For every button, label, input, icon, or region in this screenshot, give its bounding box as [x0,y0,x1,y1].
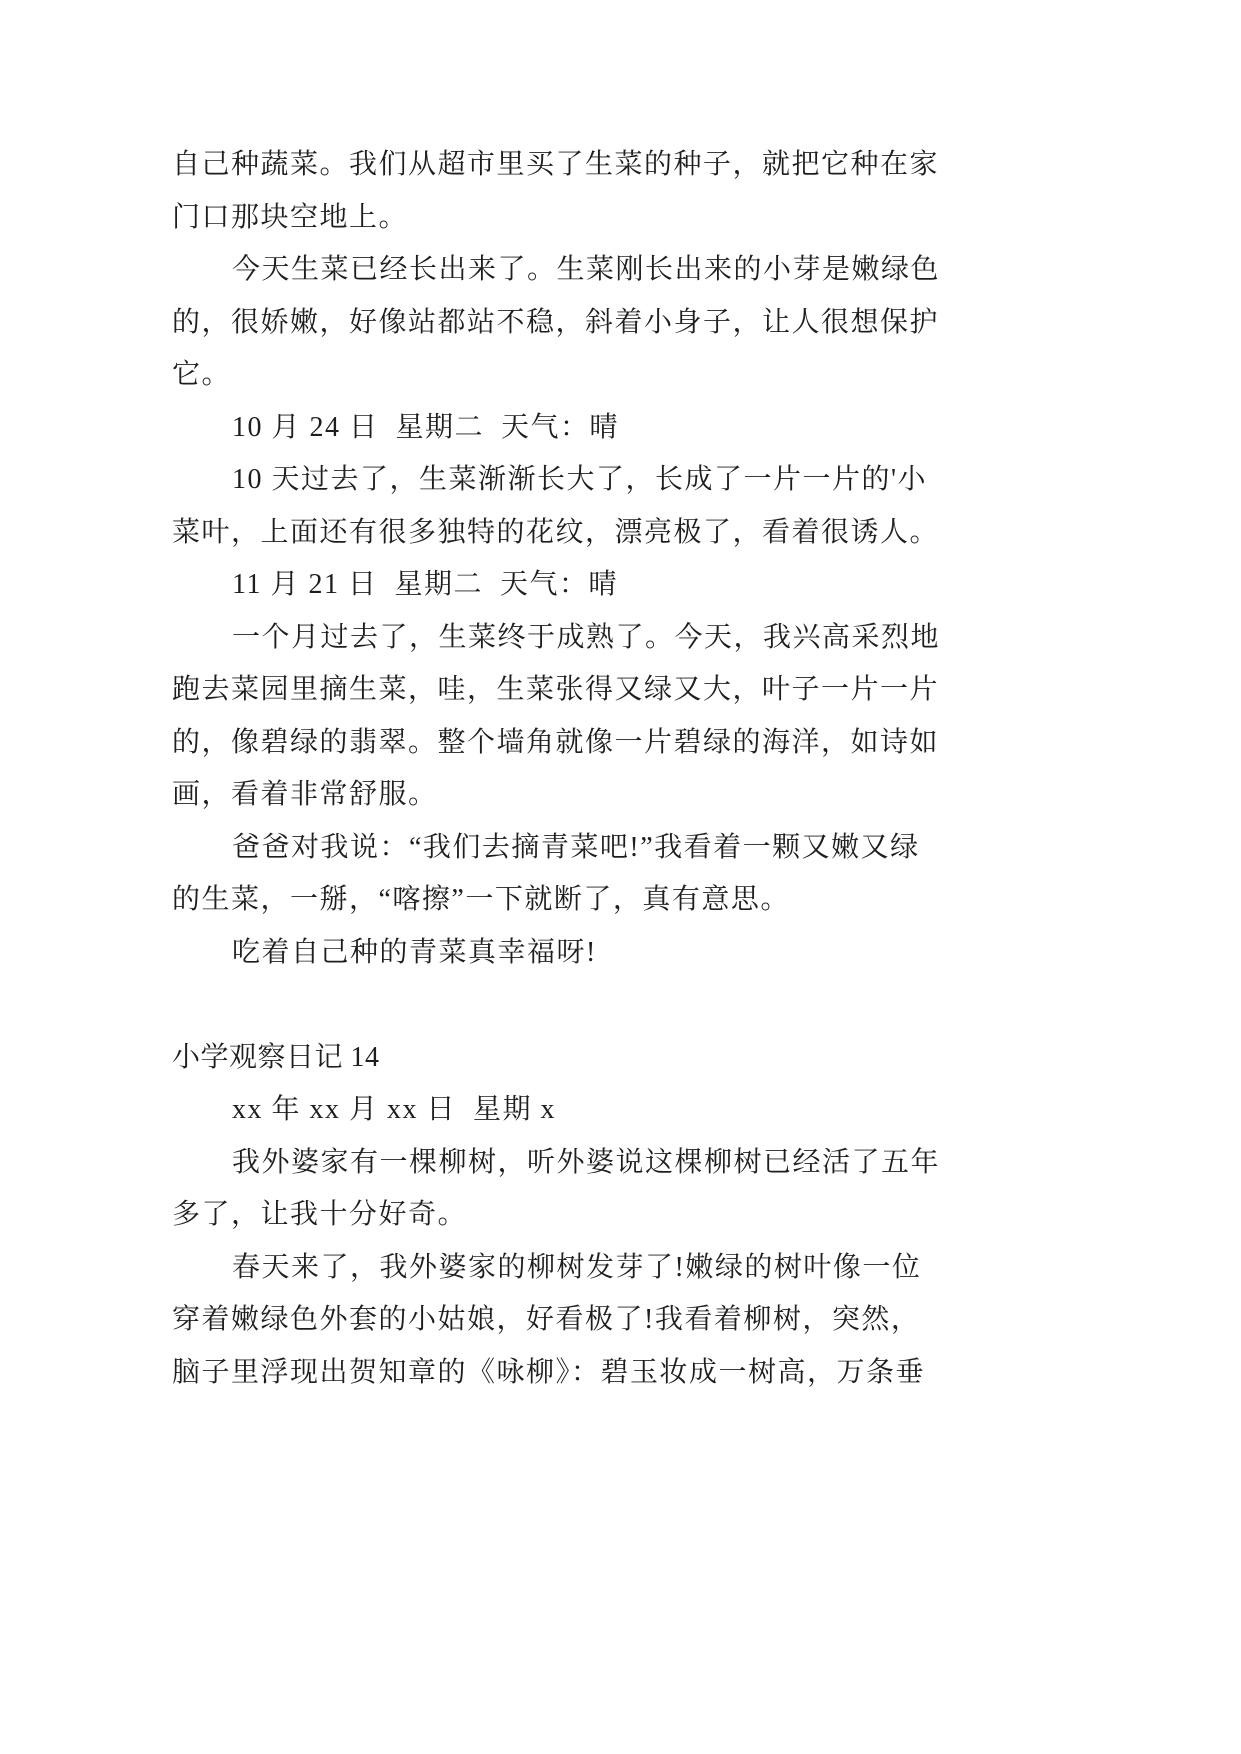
date-weather-line [172,402,1072,455]
text-line: 的，很娇嫩，好像站都站不稳，斜着小身子，让人很想保护 [172,306,940,338]
paragraph [172,139,1072,244]
paragraph [172,244,1072,402]
text-line: 多了，让我十分好奇。 [172,1199,468,1230]
paragraph [172,454,1072,559]
text-line: 菜叶，上面还有很多独特的花纹，漂亮极了，看着很诱人。 [172,516,940,548]
text-line: 的生菜，一掰，“喀擦”一下就断了，真有意思。 [172,884,790,915]
diary-entry-continued [172,139,1072,979]
text-line: 爸爸对我说：“我们去摘青菜吧!”我看着一颗又嫩又绿 [232,831,920,863]
paragraph [172,1137,1072,1242]
text-line: 一个月过去了，生菜终于成熟了。今天，我兴高采烈地 [232,621,941,653]
text-line: 吃着自己种的青菜真幸福呀! [232,936,597,968]
date-weather-line [172,559,1072,612]
text-line: 10 月 24 日 星期二 天气：晴 [232,411,620,443]
text-line: 穿着嫩绿色外套的小姑娘，好看极了!我看着柳树，突然， [172,1304,921,1335]
blank-line [172,979,1072,1032]
paragraph [172,927,1072,980]
text-line: 跑去菜园里摘生菜，哇，生菜张得又绿又大，叶子一片一片 [172,674,940,705]
text-line: 它。 [172,359,232,390]
paragraph [172,1242,1072,1400]
text-line: 11 月 21 日 星期二 天气：晴 [232,569,618,600]
text-line: 今天生菜已经长出来了。生菜刚长出来的小芽是嫩绿色 [232,254,941,285]
text-line: 的，像碧绿的翡翠。整个墙角就像一片碧绿的海洋，如诗如 [172,726,940,758]
paragraph [172,822,1072,927]
entry-heading: 小学观察日记 14 [172,1041,380,1073]
text-line: 脑子里浮现出贺知章的《咏柳》：碧玉妆成一树高，万条垂 [172,1356,926,1388]
diary-entry-14 [172,1032,1072,1400]
text-line: 春天来了，我外婆家的柳树发芽了!嫩绿的树叶像一位 [232,1251,922,1283]
text-line: 我外婆家有一棵柳树，听外婆说这棵柳树已经活了五年 [232,1146,941,1178]
paragraph [172,612,1072,822]
text-line: xx 年 xx 月 xx 日 星期 x [232,1094,557,1125]
document-body [172,139,1072,1399]
text-line: 自己种蔬菜。我们从超市里买了生菜的种子，就把它种在家 [172,149,940,180]
text-line: 10 天过去了，生菜渐渐长大了，长成了一片一片的'小 [232,464,928,495]
text-line: 门口那块空地上。 [172,201,409,233]
date-line [172,1084,1072,1137]
text-line: 画，看着非常舒服。 [172,779,438,810]
